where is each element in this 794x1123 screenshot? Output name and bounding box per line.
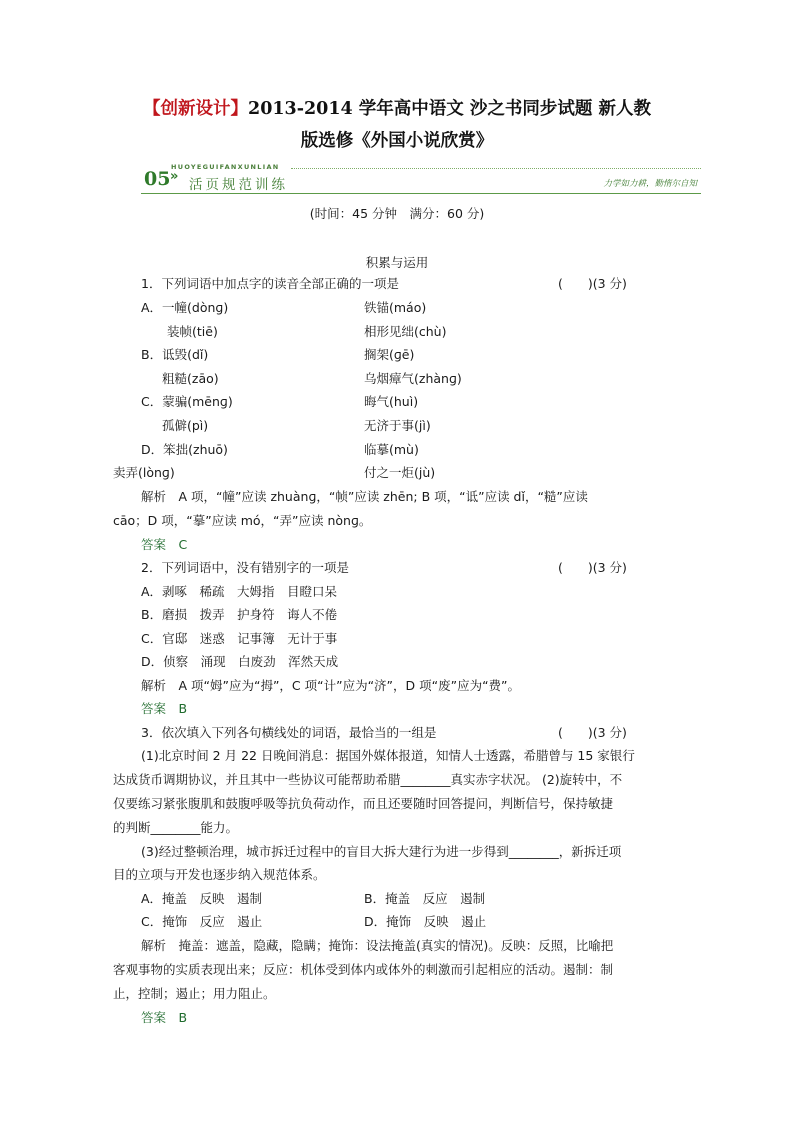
q3-passage-line-6: 目的立项与开发也逐步纳入规范体系。 — [113, 867, 326, 882]
q3-option-d: D．掩饰 反映 遏止 — [364, 914, 487, 929]
q3-option-c: C．掩饰 反应 遏止 — [141, 914, 263, 929]
q3-analysis-line-1: 解析 掩盖：遮盖，隐藏，隐瞒；掩饰：设法掩盖(真实的情况)。反映：反照，比喻把 — [141, 938, 614, 953]
banner-dotted-divider — [291, 168, 701, 169]
exam-meta: (时间：45 分钟 满分：60 分) — [309, 206, 485, 221]
banner-number: 05 — [144, 168, 171, 190]
q1-option-c-2: 晦气(huì) — [364, 394, 419, 409]
section-heading: 积累与运用 — [365, 255, 429, 270]
q3-option-a: A．掩盖 反映 遏制 — [141, 891, 263, 906]
question-1-stem: 1．下列词语中加点字的读音全部正确的一项是 — [141, 276, 399, 291]
q1-option-c-1: C．蒙骗(mēnɡ) — [141, 394, 233, 409]
banner-pinyin: HUOYEGUIFANXUNLIAN — [171, 163, 280, 171]
q1-option-a-1: A．一幢(dònɡ) — [141, 300, 229, 315]
q3-option-b: B．掩盖 反应 遏制 — [364, 891, 486, 906]
q1-option-d-1: D．笨拙(zhuō) — [141, 442, 228, 457]
q1-option-d-3: 卖弄(lònɡ) — [113, 465, 175, 480]
q1-answer: 答案 C — [141, 537, 188, 552]
question-2-stem: 2．下列词语中，没有错别字的一项是 — [141, 560, 349, 575]
banner-divider — [141, 193, 701, 194]
q1-option-d-4: 付之一炬(jù) — [364, 465, 436, 480]
q2-option-c: C．官邸 迷惑 记事簿 无计于事 — [141, 631, 338, 646]
document-title-line-2: 版选修《外国小说欣赏》 — [300, 131, 494, 151]
q3-passage-line-2: 达成货币调期协议，并且其中一些协议可能帮助希腊________真实赤字状况。 (2)旋转中，不 — [113, 772, 623, 787]
q2-option-d: D．侦察 涌现 白废劲 浑然天成 — [141, 654, 339, 669]
question-2-mark: ( )(3 分) — [558, 560, 627, 575]
q1-option-c-4: 无济于事(jì) — [364, 418, 431, 433]
q3-analysis-line-3: 止，控制；遏止；用力阻止。 — [113, 986, 276, 1001]
q3-passage-line-3: 仅要练习紧张腹肌和鼓腹呼吸等抗负荷动作，而且还要随时回答提问，判断信号，保持敏捷 — [113, 796, 614, 811]
q1-option-a-3: 装帧(tiē) — [167, 324, 218, 339]
q2-analysis: 解析 A 项“姆”应为“拇”，C 项“计”应为“济”，D 项“废”应为“费”。 — [141, 678, 521, 693]
q1-option-b-3: 粗糙(zāo) — [162, 371, 219, 386]
q1-option-c-3: 孤僻(pì) — [162, 418, 209, 433]
q1-option-d-2: 临摹(mù) — [364, 442, 419, 457]
chevron-right-icon: » — [170, 169, 179, 184]
question-3-mark: ( )(3 分) — [558, 725, 627, 740]
title-bracket-label: 【创新设计】 — [143, 99, 249, 119]
q2-option-b: B．磨损 拨弄 护身符 诲人不倦 — [141, 607, 338, 622]
q3-passage-line-4: 的判断________能力。 — [113, 820, 239, 835]
q2-answer: 答案 B — [141, 701, 188, 716]
q1-option-a-4: 相形见绌(chù) — [364, 324, 447, 339]
q1-option-b-2: 搁架(ɡē) — [364, 347, 415, 362]
q1-option-a-2: 铁锚(máo) — [364, 300, 427, 315]
document-title-line-1 — [100, 94, 694, 124]
question-3-stem: 3．依次填入下列各句横线处的词语，最恰当的一组是 — [141, 725, 437, 740]
q1-option-b-4: 乌烟瘴气(zhànɡ) — [364, 371, 462, 386]
q3-passage-line-1: (1)北京时间 2 月 22 日晚间消息：据国外媒体报道，知情人士透露，希腊曾与 15 家银行 — [141, 748, 635, 763]
question-1-mark: ( )(3 分) — [558, 276, 627, 291]
q2-option-a: A．剥啄 稀疏 大姆指 目瞪口呆 — [141, 584, 338, 599]
banner-heading: 活页规范训练 — [189, 177, 288, 193]
q3-passage-line-5: (3)经过整顿治理，城市拆迁过程中的盲目大拆大建行为进一步得到________，新拆迁项 — [141, 844, 622, 859]
q1-analysis-line-2: cāo；D 项，“摹”应读 mó，“弄”应读 nònɡ。 — [113, 513, 372, 528]
title-text: 2013-2014 学年高中语文 沙之书同步试题 新人教 — [248, 99, 651, 119]
q1-analysis-line-1: 解析 A 项，“幢”应读 zhuànɡ，“帧”应读 zhēn; B 项，“诋”应读 dǐ，“糙”应读 — [141, 489, 588, 504]
q3-analysis-line-2: 客观事物的实质表现出来；反应：机体受到体内或体外的刺激而引起相应的活动。遏制：制 — [113, 962, 614, 977]
q3-answer: 答案 B — [141, 1010, 188, 1025]
section-banner — [141, 160, 701, 196]
banner-motto: 力学如力耕，勤惰尔自知 — [603, 179, 697, 189]
q1-option-b-1: B．诋毁(dǐ) — [141, 347, 209, 362]
